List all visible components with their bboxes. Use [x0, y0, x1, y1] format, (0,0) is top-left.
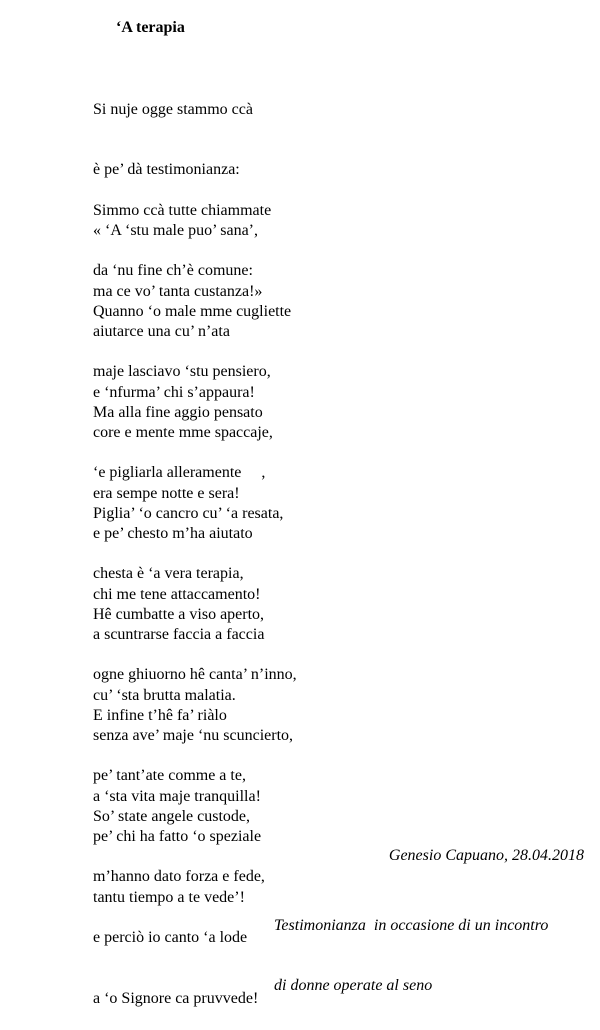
stanza-8: [93, 766, 265, 1030]
verse-line: m’hanno dato forza e fede,: [93, 868, 265, 886]
poem-title: ‘A terapia: [116, 19, 185, 36]
verse-line: senza ave’ maje ‘nu scuncierto,: [93, 727, 294, 745]
verse-line: e perciò io canto ‘a lode: [93, 929, 248, 947]
author-signature: Genesio Capuano, 28.04.2018: [388, 847, 584, 864]
verse-line: pe’ chi ha fatto ‘o speziale: [93, 828, 262, 846]
verse-line: « ‘A ‘stu male puo’ sana’,: [93, 222, 258, 240]
verse-line: e pe’ chesto m’ha aiutato: [93, 525, 253, 543]
verse-line: da ‘nu fine ch’è comune:: [93, 262, 253, 280]
verse-line: chesta è ‘a vera terapia,: [93, 565, 244, 583]
verse-line: ‘e pigliarla alleramente ,: [93, 464, 266, 482]
dedication-note: [274, 876, 548, 1016]
verse-line: Piglia’ ‘o cancro cu’ ‘a resata,: [93, 504, 284, 522]
note-line: di donne operate al seno: [274, 977, 433, 994]
verse-line: cu’ ‘sta brutta malatia.: [93, 687, 236, 705]
verse-line: So’ state angele custode,: [93, 807, 250, 825]
verse-line: ogne ghiuorno hê canta’ n’inno,: [93, 666, 297, 684]
verse-line: ma ce vo’ tanta custanza!»: [93, 283, 263, 301]
verse-line: core e mente mme spaccaje,: [93, 424, 273, 442]
verse-line: e ‘nfurma’ chi s’appaura!: [93, 384, 255, 402]
verse-line: chi me tene attaccamento!: [93, 586, 261, 604]
verse-line: era sempe notte e sera!: [93, 485, 240, 503]
verse-line: tantu tiempo a te vede’!: [93, 889, 245, 907]
verse-line: Ma alla fine aggio pensato: [93, 403, 263, 421]
verse-line: Simmo ccà tutte chiammate: [93, 201, 272, 219]
verse-line: Quanno ‘o male mme cugliette: [93, 302, 292, 320]
verse-line: è pe’ dà testimonianza:: [93, 161, 240, 179]
verse-line: a scuntrarse faccia a faccia: [93, 626, 265, 644]
verse-line: a ‘sta vita maje tranquilla!: [93, 788, 261, 806]
verse-line: aiutarce una cu’ n’ata: [93, 323, 230, 341]
verse-line: Hê cumbatte a viso aperto,: [93, 605, 265, 623]
verse-line: maje lasciavo ‘stu pensiero,: [93, 363, 271, 381]
verse-line: Si nuje ogge stammo ccà: [93, 100, 253, 118]
verse-line: pe’ tant’ate comme a te,: [93, 767, 246, 785]
verse-line: a ‘o Signore ca pruvvede!: [93, 990, 259, 1008]
verse-line: E infine t’hê fa’ riàlo: [93, 706, 227, 724]
note-line: Testimonianza in occasione di un incontro: [274, 917, 549, 934]
